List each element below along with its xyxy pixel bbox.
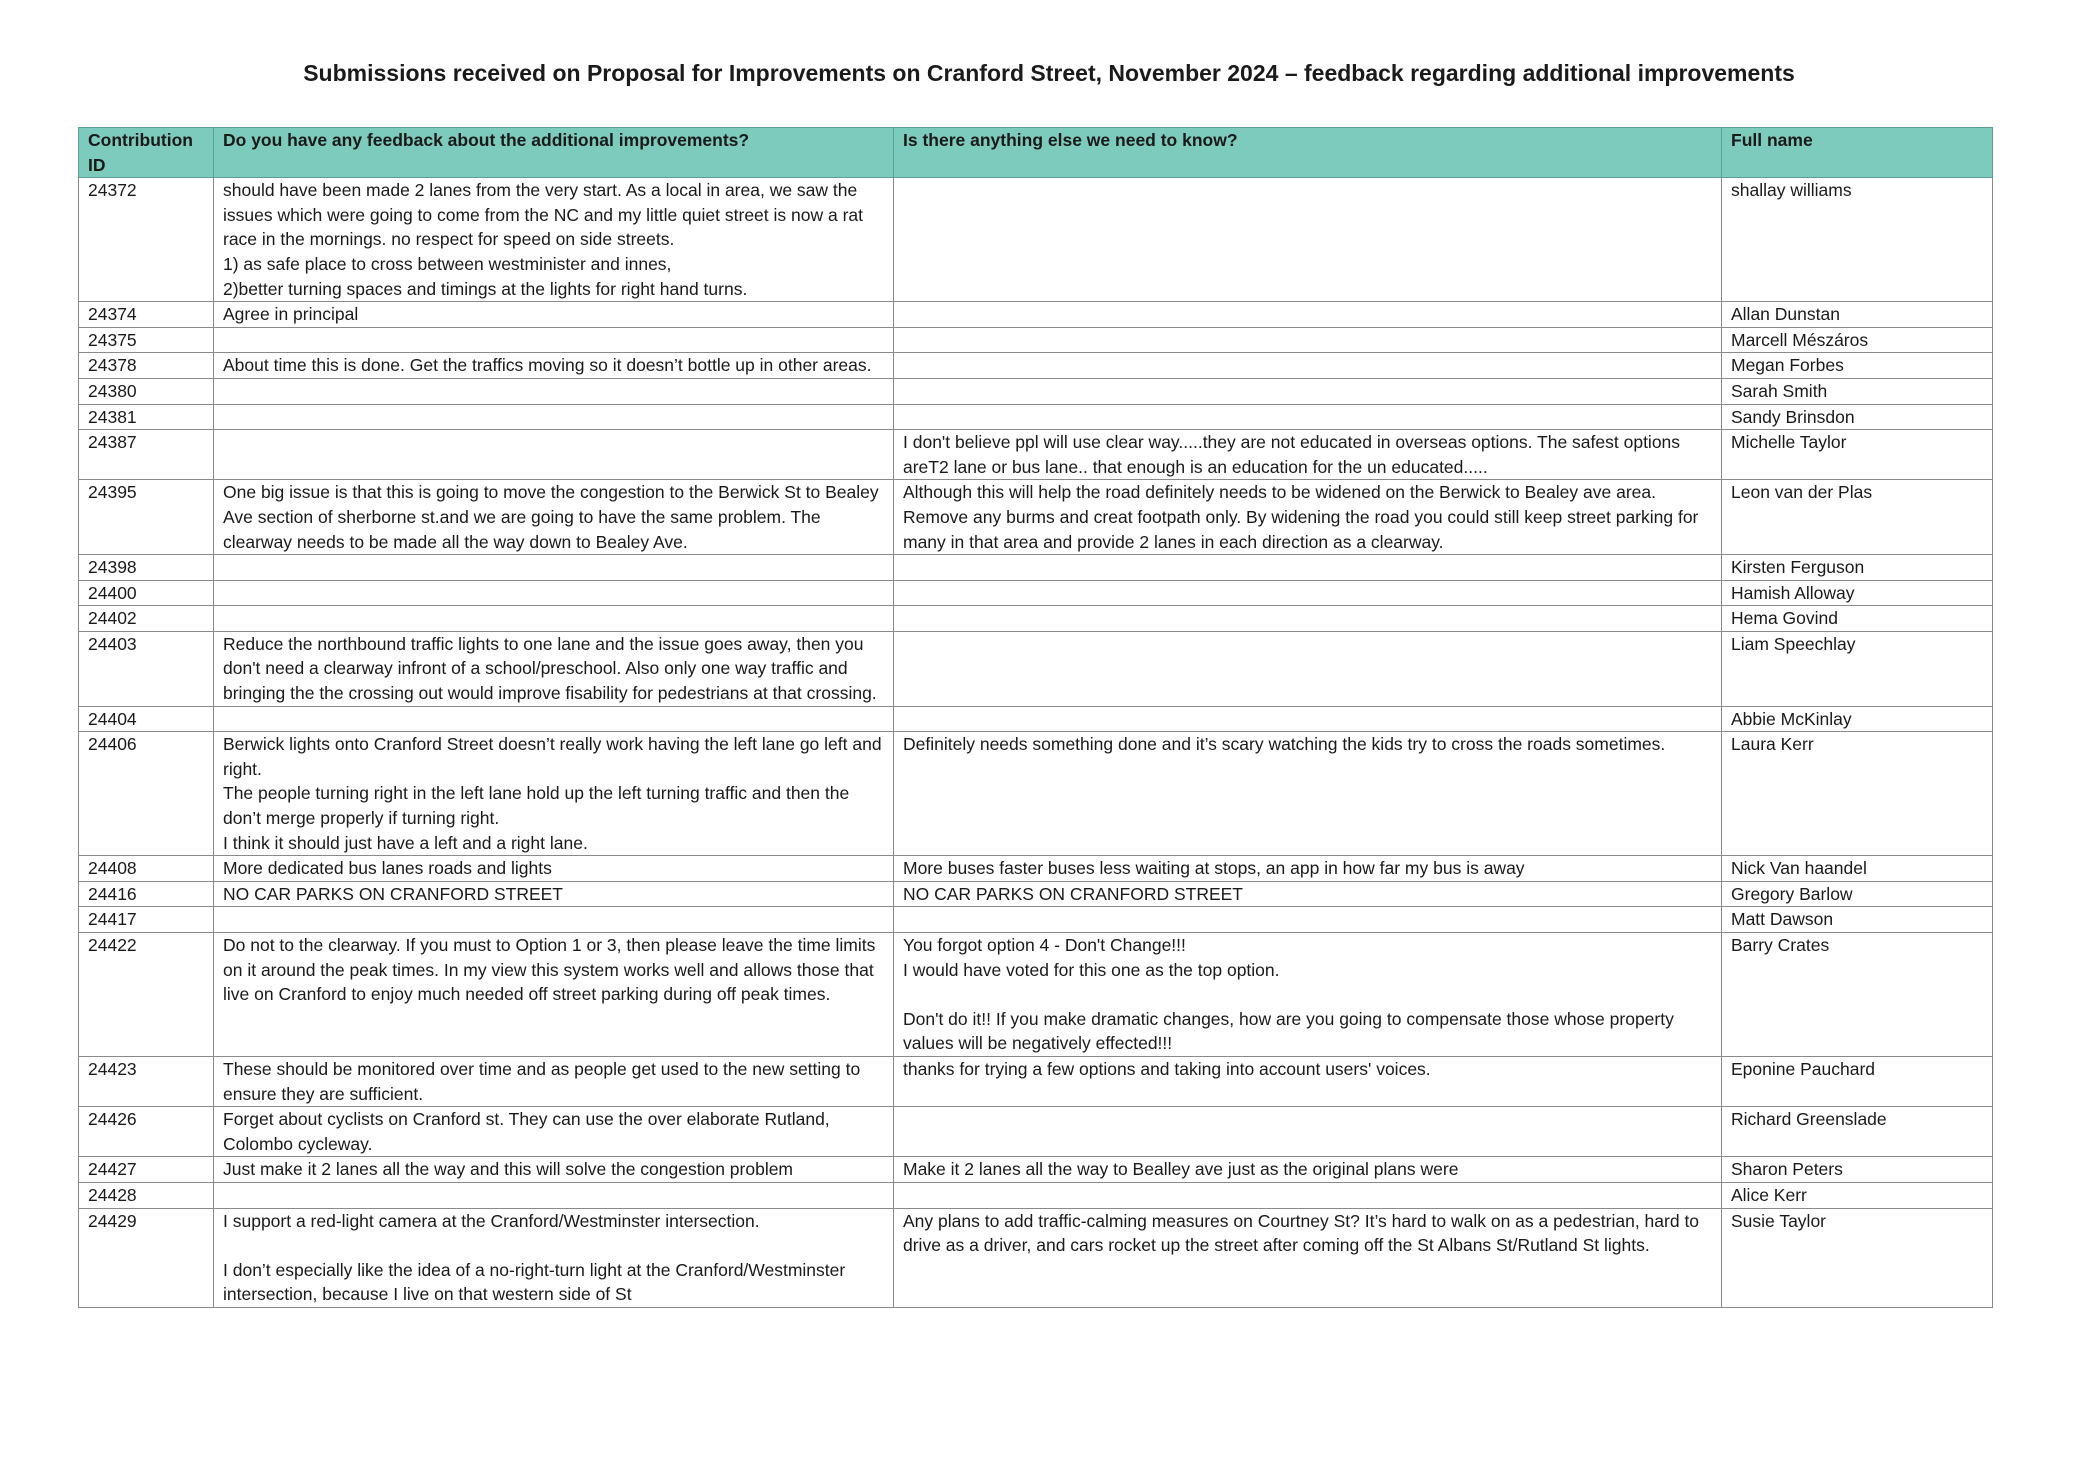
cell-feedback: Forget about cyclists on Cranford st. They can use the over elaborate Rutland, Colombo cycleway.: [214, 1107, 894, 1157]
cell-contribution-id: 24375: [79, 327, 214, 353]
cell-feedback: [214, 404, 894, 430]
cell-anything-else: [894, 1107, 1722, 1157]
cell-contribution-id: 24380: [79, 378, 214, 404]
table-row: [79, 881, 1993, 907]
table-row: [79, 933, 1993, 1057]
table-row: [79, 706, 1993, 732]
cell-full-name: Hamish Alloway: [1722, 580, 1993, 606]
cell-full-name: Michelle Taylor: [1722, 430, 1993, 480]
cell-feedback: More dedicated bus lanes roads and lights: [214, 856, 894, 882]
cell-full-name: Gregory Barlow: [1722, 881, 1993, 907]
table-row: [79, 732, 1993, 856]
header-contribution-id: Contribution ID: [79, 128, 214, 178]
cell-feedback: [214, 606, 894, 632]
cell-contribution-id: 24398: [79, 555, 214, 581]
cell-contribution-id: 24372: [79, 178, 214, 302]
table-row: [79, 631, 1993, 706]
cell-full-name: Richard Greenslade: [1722, 1107, 1993, 1157]
cell-full-name: Laura Kerr: [1722, 732, 1993, 856]
table-row: [79, 1157, 1993, 1183]
cell-full-name: Sharon Peters: [1722, 1157, 1993, 1183]
cell-contribution-id: 24426: [79, 1107, 214, 1157]
cell-full-name: Marcell Mészáros: [1722, 327, 1993, 353]
cell-feedback: I support a red-light camera at the Cranford/Westminster intersection. I don’t especially like the idea of a no-right-turn light at the Cranford/Westminster intersection, because I live on that western side of St: [214, 1208, 894, 1307]
cell-contribution-id: 24422: [79, 933, 214, 1057]
cell-contribution-id: 24406: [79, 732, 214, 856]
cell-contribution-id: 24381: [79, 404, 214, 430]
cell-feedback: Just make it 2 lanes all the way and this will solve the congestion problem: [214, 1157, 894, 1183]
cell-full-name: Nick Van haandel: [1722, 856, 1993, 882]
table-row: [79, 907, 1993, 933]
cell-full-name: Abbie McKinlay: [1722, 706, 1993, 732]
cell-feedback: NO CAR PARKS ON CRANFORD STREET: [214, 881, 894, 907]
cell-contribution-id: 24387: [79, 430, 214, 480]
cell-anything-else: More buses faster buses less waiting at stops, an app in how far my bus is away: [894, 856, 1722, 882]
table-body: [79, 178, 1993, 1308]
cell-anything-else: [894, 302, 1722, 328]
cell-full-name: Barry Crates: [1722, 933, 1993, 1057]
cell-contribution-id: 24400: [79, 580, 214, 606]
cell-full-name: Matt Dawson: [1722, 907, 1993, 933]
cell-anything-else: [894, 327, 1722, 353]
cell-full-name: Alice Kerr: [1722, 1182, 1993, 1208]
header-anything-else: Is there anything else we need to know?: [894, 128, 1722, 178]
cell-anything-else: You forgot option 4 - Don't Change!!! I would have voted for this one as the top option. Don't do it!! If you make dramatic changes, how are you going to compensate those whose property values will be negatively effected!!!: [894, 933, 1722, 1057]
cell-feedback: Reduce the northbound traffic lights to one lane and the issue goes away, then you don't need a clearway infront of a school/preschool. Also only one way traffic and bringing the the crossing out would improve fisability for pedestrians at that crossing.: [214, 631, 894, 706]
cell-full-name: Liam Speechlay: [1722, 631, 1993, 706]
table-header: [79, 128, 1993, 178]
cell-anything-else: [894, 555, 1722, 581]
table-row: [79, 1107, 1993, 1157]
cell-contribution-id: 24374: [79, 302, 214, 328]
table-row: [79, 302, 1993, 328]
cell-full-name: Hema Govind: [1722, 606, 1993, 632]
cell-full-name: Sandy Brinsdon: [1722, 404, 1993, 430]
cell-anything-else: [894, 178, 1722, 302]
table-row: [79, 327, 1993, 353]
cell-anything-else: thanks for trying a few options and taking into account users' voices.: [894, 1056, 1722, 1106]
cell-contribution-id: 24427: [79, 1157, 214, 1183]
table-row: [79, 580, 1993, 606]
cell-feedback: About time this is done. Get the traffics moving so it doesn’t bottle up in other areas.: [214, 353, 894, 379]
cell-full-name: shallay williams: [1722, 178, 1993, 302]
page-title: Submissions received on Proposal for Improvements on Cranford Street, November 2024 – feedback regarding additional improvements: [303, 60, 1795, 86]
header-feedback: Do you have any feedback about the additional improvements?: [214, 128, 894, 178]
cell-anything-else: NO CAR PARKS ON CRANFORD STREET: [894, 881, 1722, 907]
table-row: [79, 480, 1993, 555]
cell-contribution-id: 24403: [79, 631, 214, 706]
table-row: [79, 353, 1993, 379]
cell-full-name: Susie Taylor: [1722, 1208, 1993, 1307]
cell-feedback: [214, 378, 894, 404]
table-row: [79, 430, 1993, 480]
cell-anything-else: [894, 631, 1722, 706]
cell-feedback: [214, 580, 894, 606]
table-row: [79, 1056, 1993, 1106]
table-row: [79, 856, 1993, 882]
cell-contribution-id: 24417: [79, 907, 214, 933]
cell-contribution-id: 24395: [79, 480, 214, 555]
cell-contribution-id: 24378: [79, 353, 214, 379]
cell-anything-else: [894, 353, 1722, 379]
cell-feedback: One big issue is that this is going to move the congestion to the Berwick St to Bealey Ave section of sherborne st.and we are going to have the same problem. The clearway needs to be made all the way down to Bealey Ave.: [214, 480, 894, 555]
cell-anything-else: [894, 706, 1722, 732]
cell-anything-else: [894, 606, 1722, 632]
cell-anything-else: [894, 907, 1722, 933]
table-row: [79, 404, 1993, 430]
cell-anything-else: [894, 404, 1722, 430]
cell-anything-else: Although this will help the road definitely needs to be widened on the Berwick to Bealey ave area. Remove any burms and creat footpath only. By widening the road you could still keep street parking for many in that area and provide 2 lanes in each direction as a clearway.: [894, 480, 1722, 555]
cell-feedback: should have been made 2 lanes from the very start. As a local in area, we saw the issues which were going to come from the NC and my little quiet street is now a rat race in the mornings. no respect for speed on side streets. 1) as safe place to cross between westminister and innes, 2)better turning spaces and timings at the lights for right hand turns.: [214, 178, 894, 302]
cell-feedback: [214, 555, 894, 581]
cell-feedback: Agree in principal: [214, 302, 894, 328]
cell-anything-else: I don't believe ppl will use clear way.....they are not educated in overseas options. The safest options areT2 lane or bus lane.. that enough is an education for the un educated.....: [894, 430, 1722, 480]
cell-contribution-id: 24402: [79, 606, 214, 632]
cell-feedback: These should be monitored over time and as people get used to the new setting to ensure they are sufficient.: [214, 1056, 894, 1106]
table-row: [79, 378, 1993, 404]
cell-feedback: Berwick lights onto Cranford Street doesn’t really work having the left lane go left and right. The people turning right in the left lane hold up the left turning traffic and then the don’t merge properly if turning right. I think it should just have a left and a right lane.: [214, 732, 894, 856]
cell-full-name: Allan Dunstan: [1722, 302, 1993, 328]
cell-anything-else: [894, 1182, 1722, 1208]
table-row: [79, 606, 1993, 632]
cell-contribution-id: 24423: [79, 1056, 214, 1106]
submissions-table: [78, 127, 1993, 1308]
cell-feedback: [214, 706, 894, 732]
table-row: [79, 555, 1993, 581]
cell-full-name: Leon van der Plas: [1722, 480, 1993, 555]
cell-anything-else: Any plans to add traffic-calming measures on Courtney St? It’s hard to walk on as a pedestrian, hard to drive as a driver, and cars rocket up the street after coming off the St Albans St/Rutland St lights.: [894, 1208, 1722, 1307]
cell-contribution-id: 24408: [79, 856, 214, 882]
cell-full-name: Kirsten Ferguson: [1722, 555, 1993, 581]
cell-full-name: Eponine Pauchard: [1722, 1056, 1993, 1106]
cell-feedback: [214, 1182, 894, 1208]
cell-contribution-id: 24429: [79, 1208, 214, 1307]
cell-full-name: Sarah Smith: [1722, 378, 1993, 404]
cell-feedback: [214, 907, 894, 933]
table-row: [79, 1208, 1993, 1307]
table-row: [79, 178, 1993, 302]
cell-anything-else: [894, 580, 1722, 606]
cell-contribution-id: 24416: [79, 881, 214, 907]
cell-anything-else: [894, 378, 1722, 404]
cell-anything-else: Make it 2 lanes all the way to Bealley ave just as the original plans were: [894, 1157, 1722, 1183]
cell-anything-else: Definitely needs something done and it’s scary watching the kids try to cross the roads sometimes.: [894, 732, 1722, 856]
cell-contribution-id: 24404: [79, 706, 214, 732]
cell-feedback: [214, 430, 894, 480]
table-row: [79, 1182, 1993, 1208]
cell-feedback: Do not to the clearway. If you must to Option 1 or 3, then please leave the time limits on it around the peak times. In my view this system works well and allows those that live on Cranford to enjoy much needed off street parking during off peak times.: [214, 933, 894, 1057]
header-full-name: Full name: [1722, 128, 1993, 178]
cell-full-name: Megan Forbes: [1722, 353, 1993, 379]
cell-contribution-id: 24428: [79, 1182, 214, 1208]
cell-feedback: [214, 327, 894, 353]
header-row: [79, 128, 1993, 178]
